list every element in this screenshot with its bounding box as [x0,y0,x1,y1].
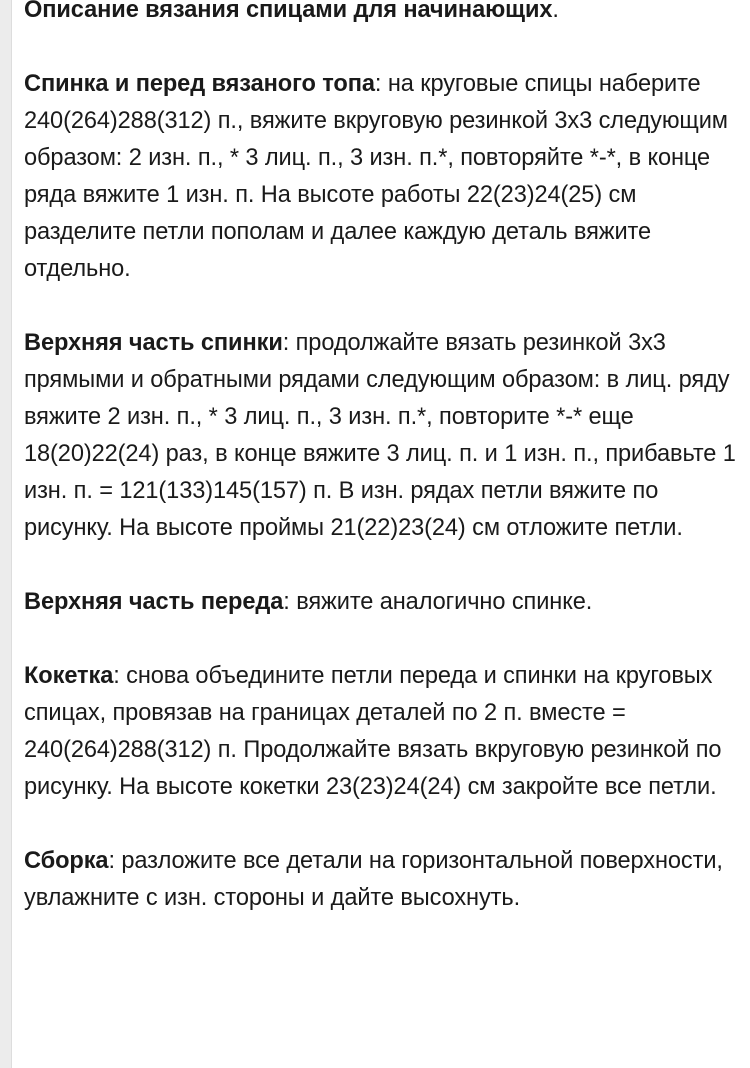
section-heading: Верхняя часть спинки [24,330,283,356]
section-heading: Спинка и перед вязаного топа [24,71,375,97]
section-body: : разложите все детали на горизонтальной поверхности, увлажните с изн. стороны и дайте высохнуть. [24,848,723,911]
section-heading: Сборка [24,848,109,874]
article-content [24,0,744,954]
section-heading: Верхняя часть переда [24,589,284,615]
section-body: : продолжайте вязать резинкой 3х3 прямыми и обратными рядами следующим образом: в лиц. ряду вяжите 2 изн. п., * 3 лиц. п., 3 изн. п.*, повторите *-* еще 18(20)22(24) раз, в конце вяжите 3 лиц. п. и 1 изн. п., прибавьте 1 изн. п. = 121(133)145(157) п. В изн. рядах петли вяжите по рисунку. На высоте проймы 21(22)23(24) см отложите петли. [24,330,736,541]
section-assembly [24,843,744,917]
section-upper-front [24,584,744,621]
section-upper-back [24,325,744,547]
intro-period: . [552,0,559,23]
section-back-and-front [24,66,744,288]
section-body: : на круговые спицы наберите 240(264)288(312) п., вяжите вкруговую резинкой 3х3 следующим образом: 2 изн. п., * 3 лиц. п., 3 изн. п.*, повторяйте *-*, в конце ряда вяжите 1 изн. п. На высоте работы 22(23)24(25) см разделите петли пополам и далее каждую деталь вяжите отдельно. [24,71,728,282]
section-heading: Кокетка [24,663,114,689]
section-body: : вяжите аналогично спинке. [283,589,593,615]
left-border [0,0,12,1068]
section-body: : снова объедините петли переда и спинки на круговых спицах, провязав на границах деталей по 2 п. вместе = 240(264)288(312) п. Продолжайте вязать вкруговую резинкой по рисунку. На высоте кокетки 23(23)24(24) см закройте все петли. [24,663,722,800]
intro-title: Описание вязания спицами для начинающих [24,0,553,23]
section-yoke [24,658,744,806]
intro-paragraph [24,0,744,29]
